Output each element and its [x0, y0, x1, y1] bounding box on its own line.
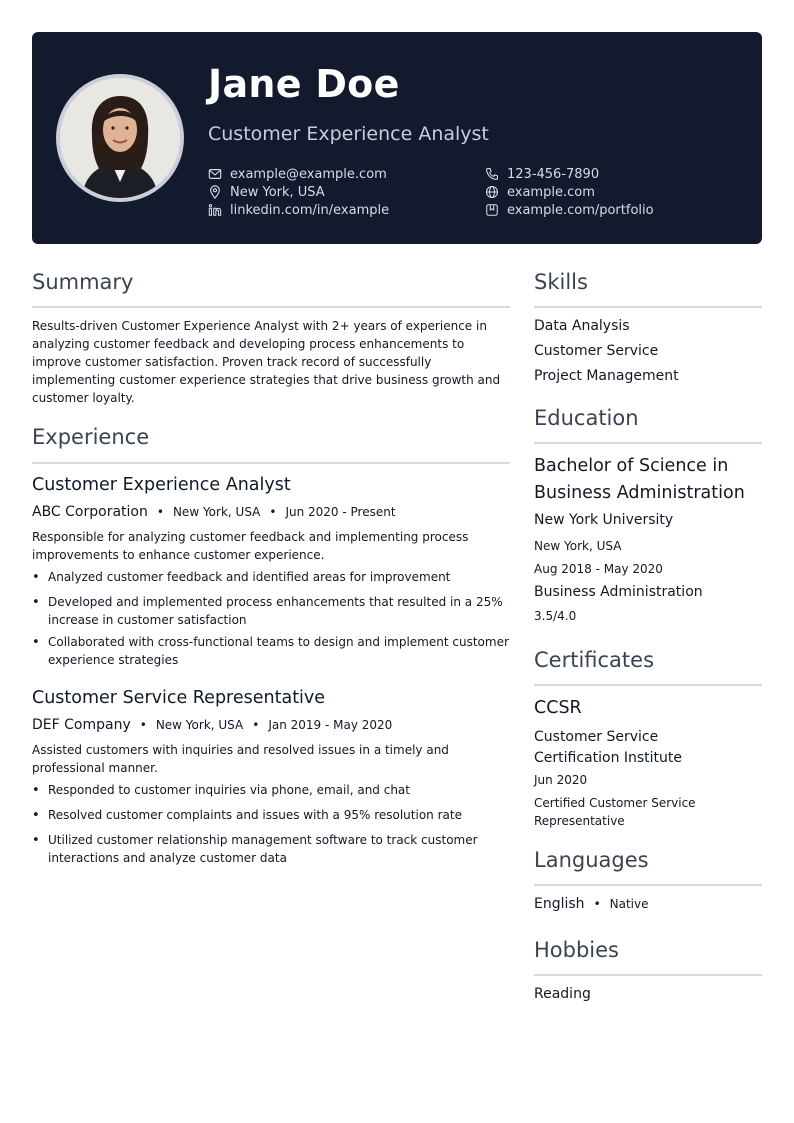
summary-text: Results-driven Customer Experience Analyst with 2+ years of experience in analyzing customer feedback and developing process enhancements to improve customer satisfaction. Proven track record of successfully implementing customer experience strategies that drive business growth and customer loyalty. — [32, 319, 501, 405]
language-entry — [534, 896, 649, 912]
skill-item: Data Analysis — [534, 318, 630, 334]
skill-item: Project Management — [534, 368, 679, 384]
education-field: Business Administration — [534, 584, 703, 600]
certificates-divider — [534, 684, 762, 686]
certificate-issuer: Customer Service Certification Institute — [534, 729, 683, 766]
certificate-date: Jun 2020 — [534, 773, 588, 787]
globe-icon — [485, 185, 499, 199]
job-location: New York, USA — [172, 505, 261, 519]
job-description: Assisted customers with inquiries and resolved issues in a timely and professional manner. — [32, 743, 449, 775]
hobbies-divider — [534, 974, 762, 976]
location-pin-icon — [208, 185, 222, 199]
email-text: example@example.com — [230, 166, 387, 182]
hobby-item: Reading — [534, 986, 591, 1002]
job-bullet: • Collaborated with cross-functional teams to design and implement customer experience strategies — [32, 633, 510, 669]
separator-dot: • — [156, 505, 164, 519]
job-description: Responsible for analyzing customer feedback and implementing process improvements to enhance customer experience. — [32, 530, 469, 562]
contact-email[interactable] — [208, 165, 387, 183]
phone-icon — [485, 167, 499, 181]
certificate-name: CCSR — [534, 698, 582, 718]
hobbies-heading: Hobbies — [534, 938, 619, 962]
linkedin-text: linkedin.com/in/example — [230, 202, 390, 218]
summary-heading: Summary — [32, 270, 134, 294]
separator-dot: • — [269, 505, 277, 519]
candidate-name: Jane Doe — [208, 62, 400, 106]
job-location: New York, USA — [155, 718, 244, 732]
skills-heading: Skills — [534, 270, 588, 294]
job-title: Customer Experience Analyst — [32, 475, 291, 495]
skills-divider — [534, 306, 762, 308]
job-company: DEF Company — [32, 717, 131, 733]
contact-phone[interactable] — [485, 165, 599, 183]
separator-dot: • — [252, 718, 260, 732]
contact-website[interactable] — [485, 183, 595, 201]
portfolio-text: example.com/portfolio — [507, 202, 654, 218]
phone-text: 123-456-7890 — [507, 166, 600, 182]
certificates-heading: Certificates — [534, 648, 655, 672]
mail-icon — [208, 167, 222, 181]
candidate-title: Customer Experience Analyst — [208, 123, 489, 145]
job-bullet: • Analyzed customer feedback and identified areas for improvement — [32, 568, 510, 586]
separator-dot: • — [593, 897, 601, 911]
job-dates: Jan 2019 - May 2020 — [268, 718, 393, 732]
location-text: New York, USA — [230, 184, 325, 200]
education-degree: Bachelor of Science in Business Administration — [534, 456, 745, 503]
education-dates: Aug 2018 - May 2020 — [534, 562, 663, 576]
job-company: ABC Corporation — [32, 504, 148, 520]
avatar — [56, 74, 184, 202]
language-name: English — [534, 896, 585, 912]
contact-location — [208, 183, 325, 201]
job-meta — [32, 717, 392, 733]
experience-heading: Experience — [32, 425, 150, 449]
job-title: Customer Service Representative — [32, 688, 326, 708]
languages-divider — [534, 884, 762, 886]
job-bullet: • Utilized customer relationship management software to track customer interactions and analyze customer data — [32, 831, 510, 867]
job-bullet: • Developed and implemented process enhancements that resulted in a 25% increase in customer satisfaction — [32, 593, 510, 629]
job-meta — [32, 504, 396, 520]
summary-divider — [32, 306, 510, 308]
separator-dot: • — [139, 718, 147, 732]
job-bullet: • Resolved customer complaints and issues with a 95% resolution rate — [32, 806, 510, 824]
education-heading: Education — [534, 406, 639, 430]
education-school: New York University — [534, 512, 674, 528]
skill-item: Customer Service — [534, 343, 659, 359]
linkedin-icon — [208, 203, 222, 217]
profile-photo — [60, 78, 180, 198]
language-level: Native — [609, 897, 649, 911]
header-banner — [32, 32, 762, 244]
contact-portfolio[interactable] — [485, 201, 654, 219]
certificate-description: Certified Customer Service Representative — [534, 796, 696, 828]
experience-divider — [32, 462, 510, 464]
education-location: New York, USA — [534, 539, 622, 553]
website-text: example.com — [507, 184, 595, 200]
education-gpa: 3.5/4.0 — [534, 609, 577, 623]
contact-linkedin[interactable] — [208, 201, 389, 219]
education-divider — [534, 442, 762, 444]
languages-heading: Languages — [534, 848, 649, 872]
job-bullet: • Responded to customer inquiries via phone, email, and chat — [32, 781, 510, 799]
job-dates: Jun 2020 - Present — [285, 505, 396, 519]
bookmark-icon — [485, 203, 499, 217]
